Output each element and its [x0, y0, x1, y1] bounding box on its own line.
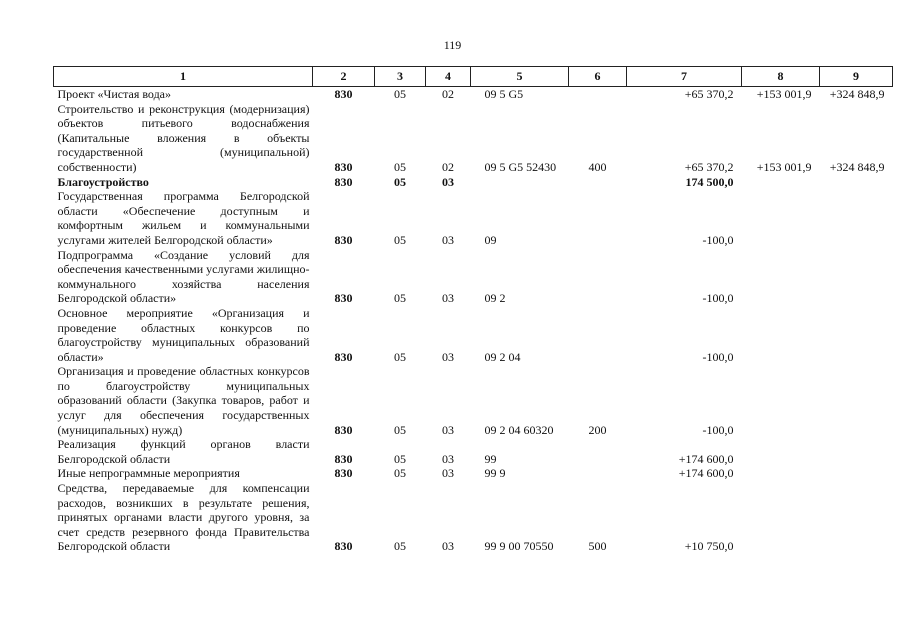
- cell-amount-2: +153 001,9: [756, 87, 812, 101]
- cell-target-article: 99 9: [484, 466, 506, 481]
- cell-expense-type: 400: [588, 159, 607, 174]
- row-description: Средства, передаваемые для компенсации расходов, возникших в результате решения, принятых органами власти другого уровня, за счет средств резервного фонда Правительства Белгородской области: [57, 481, 310, 554]
- col-header-7: 7: [627, 67, 742, 87]
- cell-expense-type: 200: [588, 422, 607, 437]
- cell-subsection: 03: [442, 539, 454, 554]
- cell-amount-3: [820, 189, 893, 247]
- cell-amount-2: [742, 306, 820, 364]
- cell-section: 05: [394, 539, 406, 554]
- cell-target-article: 09: [484, 232, 497, 247]
- cell-amount-2: [742, 481, 820, 554]
- table-row: [54, 87, 893, 102]
- cell-amount-3: +324 848,9: [829, 87, 885, 101]
- cell-target-article: 09 2 04 60320: [484, 422, 554, 437]
- cell-amount-3: [820, 248, 893, 306]
- row-description: Государственная программа Белгородской области «Обеспечение доступным и комфортным жильем и коммунальными услугами жителей Белгородской области»: [57, 189, 310, 247]
- cell-ministry: 830: [334, 159, 353, 174]
- cell-ministry: 830: [334, 291, 353, 306]
- cell-subsection: 02: [442, 159, 454, 174]
- col-header-5: 5: [471, 67, 569, 87]
- cell-section: 05: [394, 159, 406, 174]
- cell-target-article: 09 5 G5: [484, 87, 524, 101]
- table-row: [54, 306, 893, 364]
- row-description: Основное мероприятие «Организация и проведение областных конкурсов по благоустройству муниципальных образований области»: [57, 305, 310, 364]
- cell-amount-1: 174 500,0: [685, 174, 734, 189]
- row-description: Подпрограмма «Создание условий для обеспечения качественными услугами жилищно-коммунального хозяйства населения Белгородской области»: [57, 247, 310, 306]
- cell-target-article: [471, 175, 569, 190]
- cell-ministry: 830: [334, 349, 353, 364]
- col-header-9: 9: [820, 67, 893, 87]
- cell-amount-3: [820, 437, 893, 466]
- cell-target-article: 99 9 00 70550: [484, 539, 554, 554]
- cell-amount-3: [820, 481, 893, 554]
- cell-amount-1: +174 600,0: [678, 451, 734, 466]
- table-row: [54, 481, 893, 554]
- cell-section: 05: [394, 232, 406, 247]
- cell-amount-1: +10 750,0: [684, 539, 734, 554]
- table-row: [54, 437, 893, 466]
- cell-target-article: 09 2 04: [484, 349, 521, 364]
- col-header-1: 1: [54, 67, 313, 87]
- cell-subsection: 03: [442, 451, 454, 466]
- cell-target-article: 09 5 G5 52430: [484, 159, 557, 174]
- col-header-3: 3: [375, 67, 426, 87]
- cell-ministry: 830: [334, 466, 353, 481]
- budget-table: [53, 66, 893, 554]
- cell-ministry: 830: [334, 174, 353, 189]
- cell-amount-2: [742, 248, 820, 306]
- cell-amount-3: [820, 175, 893, 190]
- cell-ministry: 830: [334, 87, 353, 101]
- cell-amount-2: [742, 466, 820, 481]
- page-number: 119: [443, 38, 462, 52]
- cell-subsection: 03: [442, 174, 454, 189]
- cell-ministry: 830: [334, 422, 353, 437]
- cell-amount-3: [820, 306, 893, 364]
- table-row: [54, 175, 893, 190]
- cell-expense-type: [569, 248, 627, 306]
- cell-target-article: 09 2: [484, 291, 506, 306]
- cell-amount-2: +153 001,9: [756, 159, 812, 174]
- cell-amount-2: [742, 175, 820, 190]
- cell-amount-1: -100,0: [702, 422, 734, 437]
- cell-ministry: 830: [334, 451, 353, 466]
- row-description: Строительство и реконструкция (модернизация) объектов питьевого водоснабжения (Капитальные вложения в объекты государственной (муниципальной) собственности): [57, 101, 310, 174]
- cell-subsection: 03: [442, 466, 454, 481]
- col-header-4: 4: [426, 67, 471, 87]
- table-row: [54, 189, 893, 247]
- cell-section: 05: [394, 87, 406, 101]
- cell-amount-3: +324 848,9: [829, 159, 885, 174]
- row-description: Проект «Чистая вода»: [57, 87, 172, 101]
- cell-expense-type: [569, 437, 627, 466]
- col-header-2: 2: [313, 67, 375, 87]
- header-row: [54, 67, 893, 87]
- row-description: Реализация функций органов власти Белгородской области: [57, 437, 310, 466]
- cell-amount-1: -100,0: [702, 349, 734, 364]
- cell-expense-type: [569, 466, 627, 481]
- cell-section: 05: [394, 451, 406, 466]
- table-row: [54, 102, 893, 175]
- cell-subsection: 03: [442, 291, 454, 306]
- cell-expense-type: [569, 189, 627, 247]
- table-row: [54, 466, 893, 481]
- cell-amount-1: -100,0: [702, 291, 734, 306]
- cell-amount-3: [820, 364, 893, 437]
- table-row: [54, 248, 893, 306]
- row-description: Организация и проведение областных конкурсов по благоустройству муниципальных образований области (Закупка товаров, работ и услуг для обеспечения государственных (муниципальных) нужд): [57, 364, 310, 437]
- cell-subsection: 03: [442, 349, 454, 364]
- cell-section: 05: [394, 291, 406, 306]
- cell-subsection: 02: [442, 87, 454, 101]
- cell-expense-type: [569, 175, 627, 190]
- col-header-8: 8: [742, 67, 820, 87]
- cell-amount-2: [742, 189, 820, 247]
- col-header-6: 6: [569, 67, 627, 87]
- cell-amount-1: +65 370,2: [684, 87, 734, 101]
- cell-expense-type: [569, 87, 627, 102]
- cell-amount-2: [742, 437, 820, 466]
- cell-section: 05: [394, 349, 406, 364]
- cell-ministry: 830: [334, 539, 353, 554]
- row-description: Благоустройство: [57, 174, 149, 189]
- cell-amount-1: +65 370,2: [684, 159, 734, 174]
- cell-expense-type: [569, 306, 627, 364]
- cell-section: 05: [394, 174, 406, 189]
- cell-amount-2: [742, 364, 820, 437]
- cell-target-article: 99: [484, 451, 497, 466]
- cell-section: 05: [394, 422, 406, 437]
- cell-ministry: 830: [334, 232, 353, 247]
- table-row: [54, 364, 893, 437]
- cell-subsection: 03: [442, 232, 454, 247]
- cell-section: 05: [394, 466, 406, 481]
- cell-amount-1: +174 600,0: [678, 466, 734, 481]
- cell-subsection: 03: [442, 422, 454, 437]
- cell-amount-3: [820, 466, 893, 481]
- cell-expense-type: 500: [588, 539, 607, 554]
- cell-amount-1: -100,0: [702, 232, 734, 247]
- row-description: Иные непрограммные мероприятия: [57, 466, 240, 481]
